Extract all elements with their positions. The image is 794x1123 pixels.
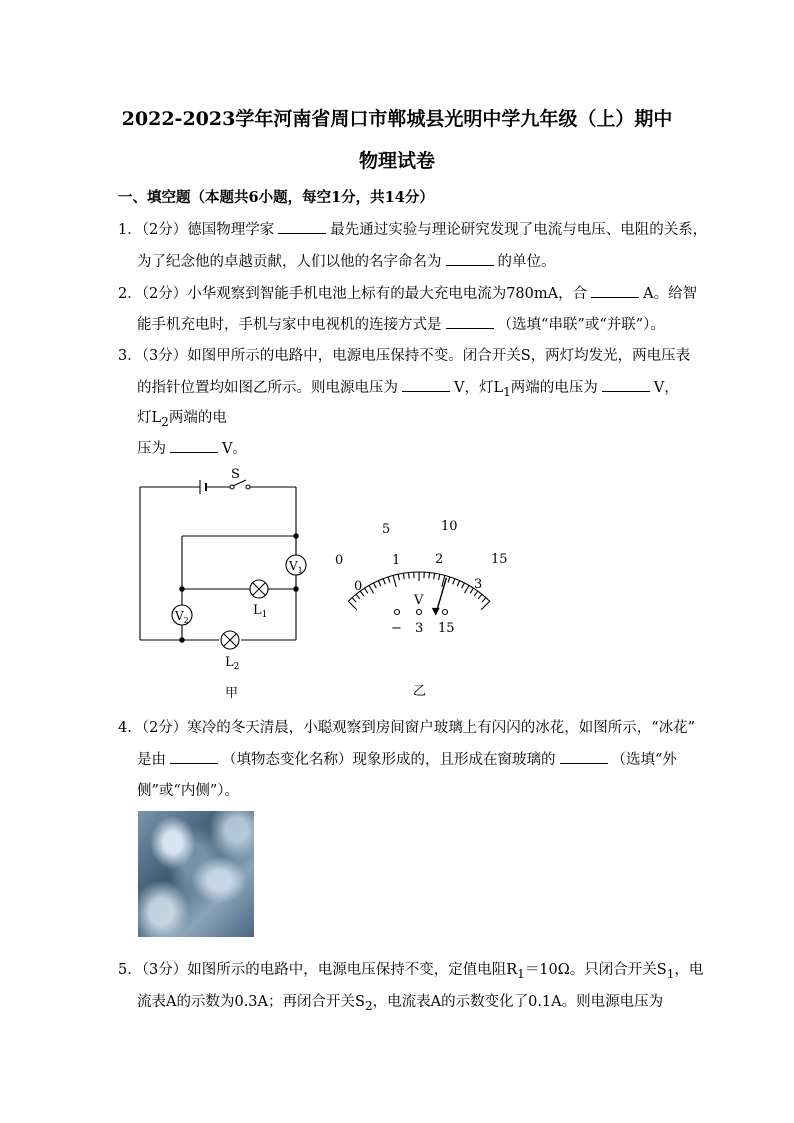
figure-caption-yi: 乙 (413, 684, 427, 699)
q3-line3: 灯$L_2$两端的电 (137, 410, 227, 429)
q4-line3: 侧”或“内侧”）。 (137, 783, 239, 799)
dial-tick (434, 573, 435, 579)
scale-bottom-2: 2 (435, 552, 444, 567)
answer-blank[interactable] (446, 253, 494, 266)
terminal-15-icon (443, 610, 448, 615)
answer-blank[interactable] (446, 316, 494, 329)
dial-tick (352, 598, 356, 602)
scale-bottom-1: 1 (392, 553, 401, 568)
q3-line2: 的指针位置均如图乙所示。则电源电压为 V，灯$L_1$两端的电压为 V， (137, 380, 679, 399)
answer-blank[interactable] (170, 751, 218, 764)
q5-line1: 5．（3分）如图所示的电路中，电源电压保持不变，定值电阻$R_1=10\Omega$。只闭合开关$S_1$，电 (118, 962, 704, 981)
scale-top-10: 10 (441, 519, 458, 534)
dial-tick (457, 581, 459, 586)
dial-tick (398, 574, 399, 580)
dial-tick (448, 577, 450, 583)
terminal-minus-icon (395, 610, 400, 615)
dial-tick (470, 588, 473, 593)
dial-tick (348, 601, 356, 609)
dial-tick (465, 585, 470, 593)
dial-tick (409, 573, 410, 579)
svg-text:L1: $L_1$ (253, 603, 268, 620)
q2-line1: 2．（2分）小华观察到智能手机电池上标有的最大充电电流为780mA，合 A。给智 (118, 286, 698, 302)
exam-title-line2: 物理试卷 (358, 150, 435, 172)
answer-blank[interactable] (170, 440, 218, 453)
answer-blank[interactable] (602, 379, 650, 392)
meter-unit: V (414, 593, 424, 608)
dial-tick (378, 581, 380, 586)
terminal-3-icon (417, 610, 422, 615)
answer-blank[interactable] (278, 221, 326, 234)
scale-bottom-0: 0 (354, 579, 363, 594)
q3-line4: 压为 V。 (137, 441, 247, 457)
section-heading: 一、填空题（本题共6小题，每空1分，共14分） (118, 189, 434, 206)
svg-text:V2: $V_2$ (175, 609, 189, 625)
dial-tick (439, 574, 440, 580)
answer-blank[interactable] (591, 285, 639, 298)
dial-tick (374, 583, 377, 588)
dial-tick (383, 579, 385, 585)
answer-blank[interactable] (402, 379, 450, 392)
svg-text:−: − (391, 621, 402, 636)
q1-line1: 1．（2分）德国物理学家 最先通过实验与理论研究发现了电流与电压、电阻的关系， (118, 222, 708, 238)
dial-tick (388, 577, 390, 583)
dial-tick (462, 583, 465, 588)
q1-line2: 为了纪念他的卓越贡献，人们以他的名字命名为 的单位。 (137, 254, 556, 270)
dial-tick (356, 594, 360, 599)
dial-tick (429, 573, 430, 579)
dial-tick (369, 585, 374, 593)
dial-tick (478, 594, 482, 599)
scale-top-5: 5 (382, 522, 391, 537)
dial-tick (453, 579, 455, 585)
q4-line1: 4．（2分）寒冷的冬天清晨，小聪观察到房间窗户玻璃上有闪闪的冰花，如图所示，“冰花” (118, 720, 696, 736)
switch-label: S (231, 467, 240, 482)
dial-tick (482, 598, 486, 602)
scale-top-0: 0 (335, 553, 344, 568)
dial-tick (403, 573, 404, 579)
dial-tick (481, 601, 489, 609)
q2-line2: 能手机充电时，手机与家中电视机的连接方式是 （选填“串联”或“并联”）。 (137, 317, 665, 333)
svg-text:L2: $L_2$ (225, 655, 240, 672)
dial-pointer-tip (433, 608, 439, 614)
exam-title-line1: 2022-2023学年河南省周口市郸城县光明中学九年级（上）期中 (121, 108, 673, 130)
scale-bottom-3: 3 (474, 577, 483, 592)
scale-top-15: 15 (491, 552, 508, 567)
answer-blank[interactable] (560, 751, 608, 764)
circuit-figure (122, 462, 522, 702)
svg-text:15: 15 (438, 621, 455, 636)
svg-text:V1: $V_1$ (289, 559, 303, 575)
dial-tick (365, 588, 368, 593)
q5-line2: 流表A的示数为0.3A；再闭合开关$S_2$，电流表A的示数变化了0.1A。则电源电压为 (137, 994, 664, 1013)
dial-tick (393, 575, 396, 587)
q4-line2: 是由 （填物态变化名称）现象形成的，且形成在窗玻璃的 （选填“外 (137, 752, 677, 768)
figure-caption-jia: 甲 (225, 686, 239, 701)
svg-text:3: 3 (415, 621, 424, 636)
ice-flower-photo (138, 811, 254, 937)
q3-line1: 3．（3分）如图甲所示的电路中，电源电压保持不变。闭合开关S，两灯均发光，两电压表 (118, 348, 691, 364)
